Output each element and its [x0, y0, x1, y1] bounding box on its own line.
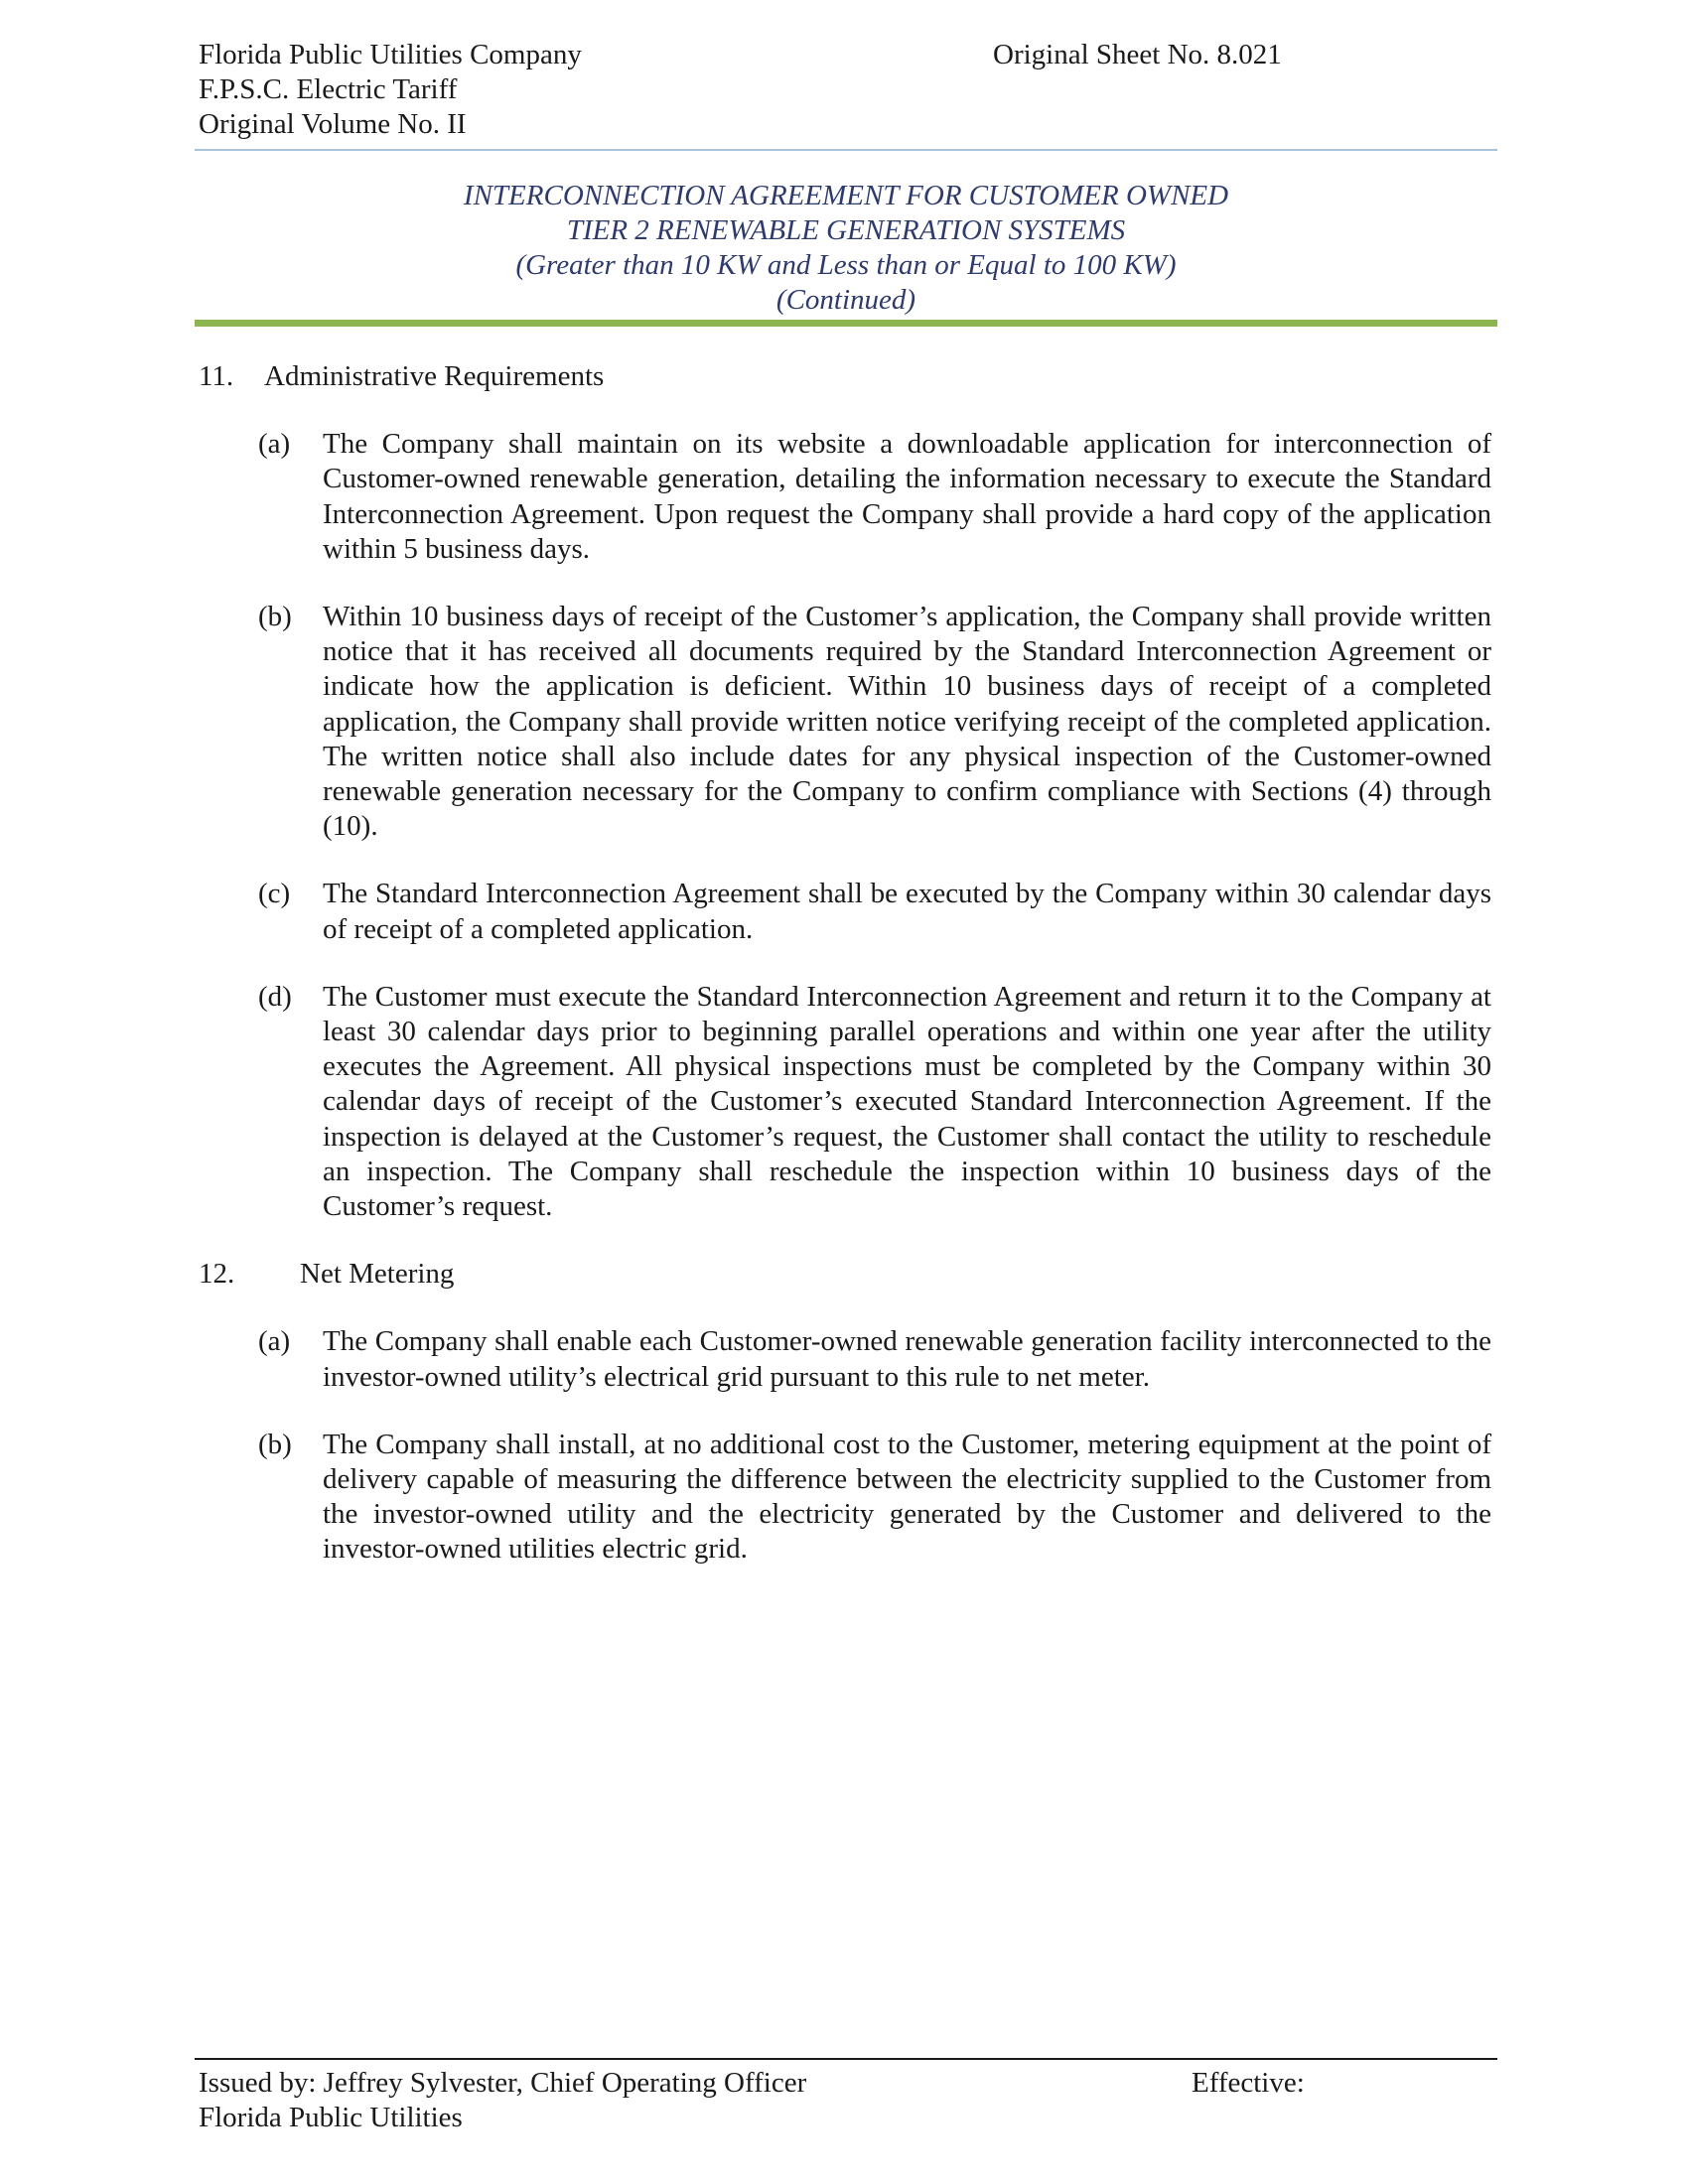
section-12-heading — [199, 1257, 1491, 1292]
header-company: Florida Public Utilities Company — [199, 39, 582, 70]
section-title: Administrative Requirements — [264, 360, 605, 392]
clause-text: The Company shall install, at no additional cost to the Customer, metering equipment at the point of delivery capable of measuring the difference between the electricity supplied to the Customer from the investor-owned utility and the electricity generated by the Customer and delivered to the investor-owned utilities electric grid. — [323, 1428, 1491, 1566]
footer-effective: Effective: — [1192, 2067, 1305, 2099]
footer-divider — [195, 2058, 1497, 2060]
clause-11d — [258, 980, 1491, 1224]
clause-11b — [258, 600, 1491, 844]
clause-12a — [258, 1324, 1491, 1394]
section-title: Net Metering — [300, 1258, 455, 1291]
clause-letter: (a) — [258, 1325, 291, 1358]
header-left-block — [199, 38, 582, 142]
footer-issued-by: Issued by: Jeffrey Sylvester, Chief Operating Officer — [199, 2067, 807, 2099]
clause-12b — [258, 1428, 1491, 1568]
clause-11c — [258, 877, 1491, 946]
header-volume: Original Volume No. II — [199, 108, 467, 140]
clause-text: Within 10 business days of receipt of the Customer’s application, the Company shall provide written notice that it has received all documents required by the Standard Interconnection Agreement or indicate how the application is deficient. Within 10 business days of receipt of a completed application, the Company shall provide written notice verifying receipt of the completed application. The written notice shall also include dates for any physical inspection of the Customer-owned renewable generation necessary for the Company to confirm compliance with Sections (4) through (10). — [323, 601, 1491, 843]
title-divider — [195, 320, 1497, 327]
clause-text: The Standard Interconnection Agreement shall be executed by the Company within 30 calendar days of receipt of a completed application. — [323, 878, 1491, 945]
clause-letter: (d) — [258, 980, 292, 1013]
title-line-1: INTERCONNECTION AGREEMENT FOR CUSTOMER OWNED — [463, 180, 1229, 211]
clause-text: The Company shall enable each Customer-owned renewable generation facility interconnected to the investor-owned utility’s electrical grid pursuant to this rule to net meter. — [323, 1325, 1491, 1393]
header-divider — [195, 149, 1497, 151]
title-line-4: (Continued) — [775, 284, 916, 316]
header-tariff: F.P.S.C. Electric Tariff — [199, 73, 458, 105]
document-title — [195, 179, 1497, 318]
clause-text: The Company shall maintain on its website a downloadable application for interconnection of Customer-owned renewable generation, detailing the information necessary to execute the Standard Interconnection Agreement. Upon request the Company shall provide a hard copy of the application within 5 business days. — [323, 428, 1491, 565]
section-number: 11. — [199, 360, 234, 392]
title-line-2: TIER 2 RENEWABLE GENERATION SYSTEMS — [566, 214, 1126, 246]
section-11-heading — [199, 359, 1491, 394]
header-sheet-number: Original Sheet No. 8.021 — [993, 39, 1282, 70]
clause-11a — [258, 427, 1491, 567]
document-body — [199, 359, 1491, 1600]
clause-letter: (a) — [258, 428, 291, 461]
clause-text: The Customer must execute the Standard Interconnection Agreement and return it to the Company at least 30 calendar days prior to beginning parallel operations and within one year after the utility executes the Agreement. All physical inspections must be completed by the Company within 30 calendar days of receipt of the Customer’s executed Standard Interconnection Agreement. If the inspection is delayed at the Customer’s request, the Customer shall contact the utility to reschedule an inspection. The Company shall reschedule the inspection within 10 business days of the Customer’s request. — [323, 980, 1491, 1223]
clause-letter: (b) — [258, 601, 292, 633]
clause-letter: (c) — [258, 878, 291, 910]
section-number: 12. — [199, 1258, 235, 1291]
clause-letter: (b) — [258, 1428, 292, 1460]
title-line-3: (Greater than 10 KW and Less than or Equal to 100 KW) — [515, 249, 1177, 281]
footer-company: Florida Public Utilities — [199, 2102, 463, 2133]
